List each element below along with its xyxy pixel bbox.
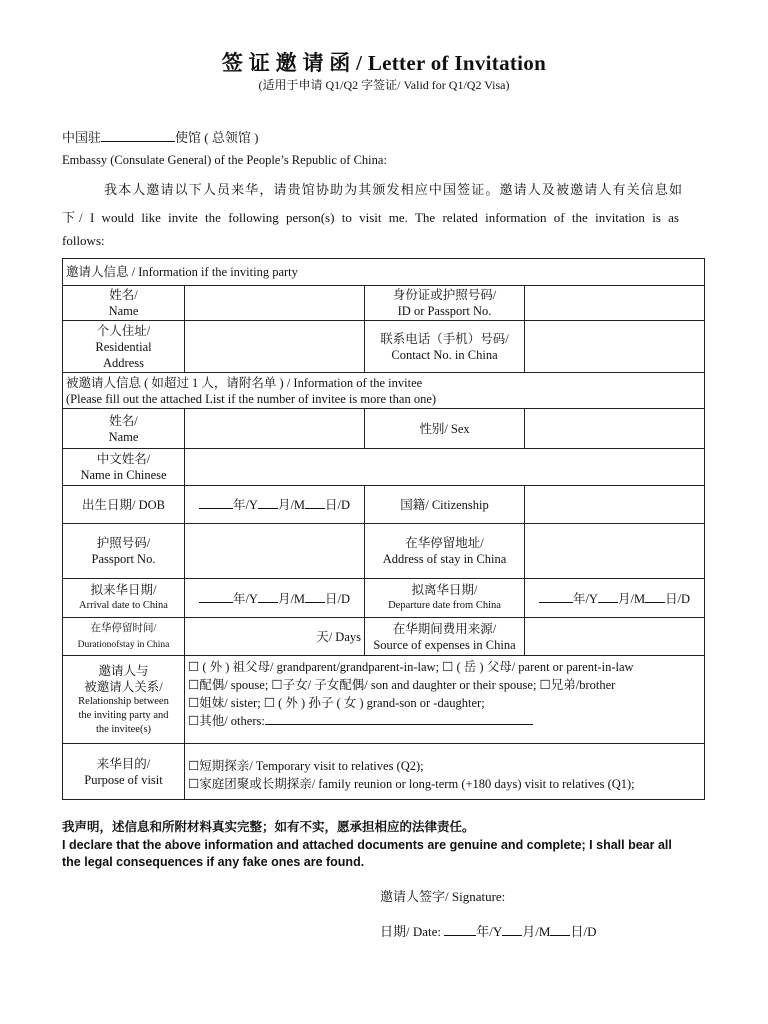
- embassy-city-field[interactable]: [101, 129, 175, 142]
- relationship-label: 邀请人与 被邀请人关系/ Relationship between the inviting party and the invitee(s): [63, 656, 185, 744]
- embassy-suffix: 使馆 ( 总领馆 ): [175, 130, 259, 145]
- invitee-dob-label: 出生日期/ DOB: [63, 486, 185, 524]
- relation-option-grandparent-parent[interactable]: ☐ ( 外 ) 祖父母/ grandparent/grandparent-in-law; ☐ ( 岳 ) 父母/ parent or parent-in-law: [188, 660, 634, 674]
- declaration-en-line-2: the legal consequences if any fake ones are found.: [62, 855, 365, 869]
- invitee-purpose-row: [63, 744, 705, 800]
- invitee-citizenship-label: 国籍/ Citizenship: [365, 486, 525, 524]
- invitee-duration-label: 在华停留时间/ Durationofstay in China: [63, 618, 185, 656]
- invitee-relationship-row: [63, 656, 705, 744]
- invitee-dob-row: [63, 486, 705, 524]
- invitee-dates-row: [63, 579, 705, 618]
- invitation-form-table: [62, 258, 705, 800]
- invitee-name-row: [63, 409, 705, 449]
- invitee-header-row: [63, 373, 705, 409]
- invitee-stay-address-field[interactable]: [525, 524, 705, 579]
- invitee-passport-field[interactable]: [185, 524, 365, 579]
- intro-line-1: 我本人邀请以下人员来华，请贵馆协助为其颁发相应中国签证。邀请人及被邀请人有关信息如: [104, 182, 682, 197]
- invitee-sex-field[interactable]: [525, 409, 705, 449]
- intro-line-2: 下/ I would like invite the following person(s) to visit me. The related information of the invitation is as: [62, 210, 679, 225]
- relation-option-spouse-child-brother[interactable]: ☐配偶/ spouse; ☐子女/ 子女配偶/ son and daughter or their spouse; ☐兄弟/brother: [188, 678, 616, 692]
- invitee-passport-row: [63, 524, 705, 579]
- invitee-name-field[interactable]: [185, 409, 365, 449]
- purpose-options: [185, 744, 705, 800]
- inviting-name-row: [63, 286, 705, 321]
- inviting-address-field[interactable]: [185, 321, 365, 373]
- relation-others-field[interactable]: [265, 712, 533, 725]
- invitee-chinese-name-label: 中文姓名/ Name in Chinese: [63, 449, 185, 486]
- inviting-address-row: [63, 321, 705, 373]
- inviting-contact-label: 联系电话（手机）号码/ Contact No. in China: [365, 321, 525, 373]
- signature-date-line: 日期/ Date: 年/Y 月/M 日/D: [380, 924, 597, 939]
- relation-option-sister-grandchild[interactable]: ☐姐妹/ sister; ☐ ( 外 ) 孙子 ( 女 ) grand-son or -daughter;: [188, 696, 485, 710]
- invitee-arrival-field[interactable]: 年/Y 月/M 日/D: [185, 579, 365, 618]
- relation-option-others[interactable]: ☐其他/ others:: [188, 712, 701, 730]
- inviting-id-label: 身份证或护照号码/ ID or Passport No.: [365, 286, 525, 321]
- inviting-id-field[interactable]: [525, 286, 705, 321]
- embassy-line-cn: [62, 127, 258, 146]
- invitee-name-label: 姓名/ Name: [63, 409, 185, 449]
- inviting-contact-field[interactable]: [525, 321, 705, 373]
- declaration-cn: 我声明，述信息和所附材料真实完整；如有不实，愿承担相应的法律责任。: [62, 820, 475, 834]
- invitee-section-title: 被邀请人信息 ( 如超过 1 人，请附名单 ) / Information of the invitee (Please fill out the attached List if the number of invitee is more than one): [63, 373, 705, 409]
- signature-date-month-field[interactable]: [502, 923, 522, 936]
- inviting-name-label: 姓名/ Name: [63, 286, 185, 321]
- declaration-en-line-1: I declare that the above information and attached documents are genuine and complete; I shall bear all: [62, 838, 672, 852]
- invitee-departure-label: 拟离华日期/ Departure date from China: [365, 579, 525, 618]
- invitee-expense-label: 在华期间费用来源/ Source of expenses in China: [365, 618, 525, 656]
- embassy-line-en: Embassy (Consulate General) of the People’s Republic of China:: [62, 153, 387, 167]
- inviting-name-field[interactable]: [185, 286, 365, 321]
- intro-line-3: follows:: [62, 233, 105, 248]
- invitee-expense-field[interactable]: [525, 618, 705, 656]
- signature-label: 邀请人签字/ Signature:: [380, 889, 506, 904]
- inviting-party-section-title: 邀请人信息 / Information if the inviting party: [63, 259, 705, 286]
- signature-date-label: 日期/ Date:: [380, 924, 442, 939]
- page-title: 签 证 邀 请 函 / Letter of Invitation: [221, 51, 547, 75]
- invitee-dob-field[interactable]: 年/Y 月/M 日/D: [185, 486, 365, 524]
- invitee-duration-row: [63, 618, 705, 656]
- invitee-departure-field[interactable]: 年/Y 月/M 日/D: [525, 579, 705, 618]
- invitee-arrival-label: 拟来华日期/ Arrival date to China: [63, 579, 185, 618]
- page-subtitle: (适用于申请 Q1/Q2 字签证/ Valid for Q1/Q2 Visa): [258, 78, 510, 92]
- inviting-address-label: 个人住址/ Residential Address: [63, 321, 185, 373]
- purpose-option-temporary-visit[interactable]: ☐短期探亲/ Temporary visit to relatives (Q2);: [188, 759, 424, 773]
- invitee-duration-field[interactable]: 天/ Days: [185, 618, 365, 656]
- signature-date-year-field[interactable]: [444, 923, 476, 936]
- invitee-chinese-name-row: [63, 449, 705, 486]
- signature-date-day-field[interactable]: [550, 923, 570, 936]
- invitee-sex-label: 性别/ Sex: [365, 409, 525, 449]
- invitee-citizenship-field[interactable]: [525, 486, 705, 524]
- embassy-prefix: 中国驻: [62, 130, 102, 145]
- purpose-option-family-reunion[interactable]: ☐家庭团聚或长期探亲/ family reunion or long-term (+180 days) visit to relatives (Q1);: [188, 777, 635, 791]
- purpose-label: 来华目的/ Purpose of visit: [63, 744, 185, 800]
- invitee-chinese-name-field[interactable]: [185, 449, 705, 486]
- invitee-stay-address-label: 在华停留地址/ Address of stay in China: [365, 524, 525, 579]
- relationship-options: [185, 656, 705, 744]
- invitee-passport-label: 护照号码/ Passport No.: [63, 524, 185, 579]
- inviting-party-header-row: [63, 259, 705, 286]
